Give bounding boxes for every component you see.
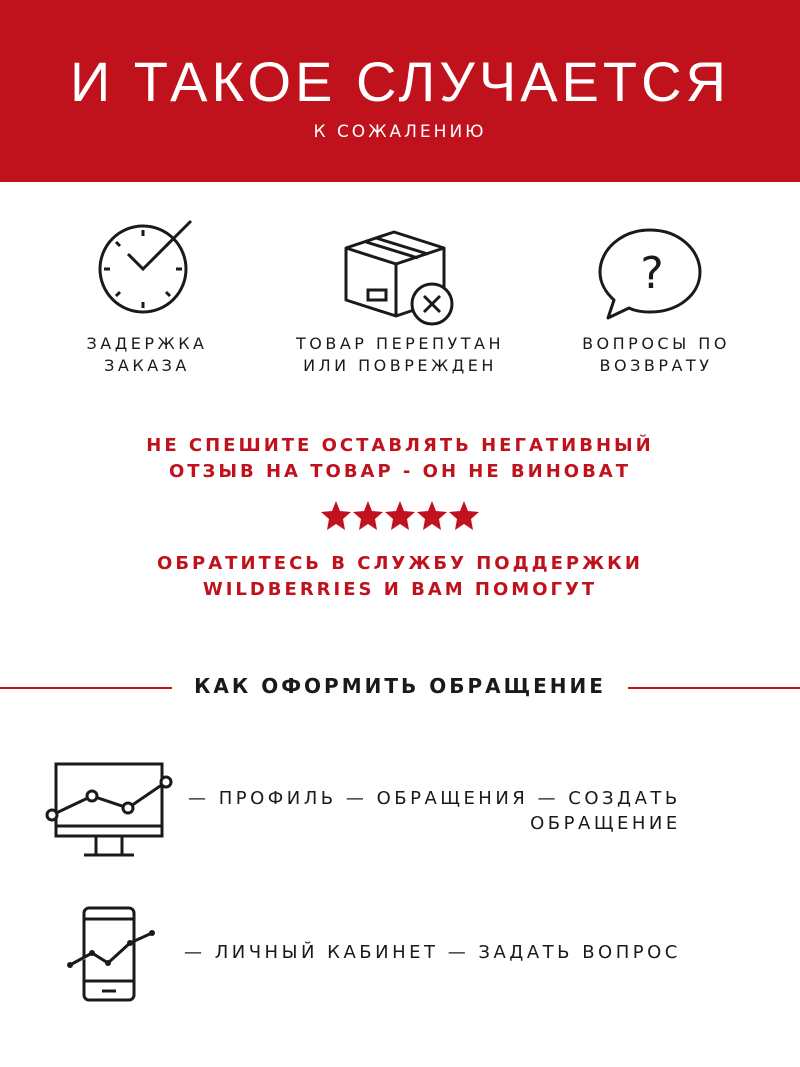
problem-caption-damaged: ТОВАР ПЕРЕПУТАН ИЛИ ПОВРЕЖДЕН xyxy=(296,334,504,375)
phone-chart-icon xyxy=(62,905,162,1005)
damaged-box-icon xyxy=(338,218,458,328)
support-text: ОБРАТИТЕСЬ В СЛУЖБУ ПОДДЕРЖКИ WILDBERRIES И ВАМ ПОМОГУТ xyxy=(157,553,643,600)
star-icon xyxy=(417,501,447,530)
star-icon xyxy=(449,501,479,530)
mobile-step-text: — ЛИЧНЫЙ КАБИНЕТ — ЗАДАТЬ ВОПРОС xyxy=(184,942,681,963)
problem-caption-delay: ЗАДЕРЖКА ЗАКАЗА xyxy=(86,334,208,375)
star-icon xyxy=(321,501,351,530)
svg-text:?: ? xyxy=(640,248,664,299)
notice-text: НЕ СПЕШИТЕ ОСТАВЛЯТЬ НЕГАТИВНЫЙ ОТЗЫВ НА ТОВАР - ОН НЕ ВИНОВАТ xyxy=(146,435,654,482)
star-icon xyxy=(353,501,383,530)
question-bubble-icon xyxy=(596,224,706,324)
howto-heading: КАК ОФОРМИТЬ ОБРАЩЕНИЕ xyxy=(194,674,606,698)
desktop-step-text: — ПРОФИЛЬ — ОБРАЩЕНИЯ — СОЗДАТЬ ОБРАЩЕНИЕ xyxy=(188,788,681,834)
monitor-chart-icon xyxy=(44,760,176,860)
page-subtitle: К СОЖАЛЕНИЮ xyxy=(313,122,487,142)
page-title: И ТАКОЕ СЛУЧАЕТСЯ xyxy=(70,50,730,113)
problem-caption-returns: ВОПРОСЫ ПО ВОЗВРАТУ xyxy=(582,334,730,375)
header-banner xyxy=(0,0,800,182)
star-icon xyxy=(385,501,415,530)
clock-check-icon xyxy=(92,214,202,314)
rating-stars xyxy=(0,500,800,536)
